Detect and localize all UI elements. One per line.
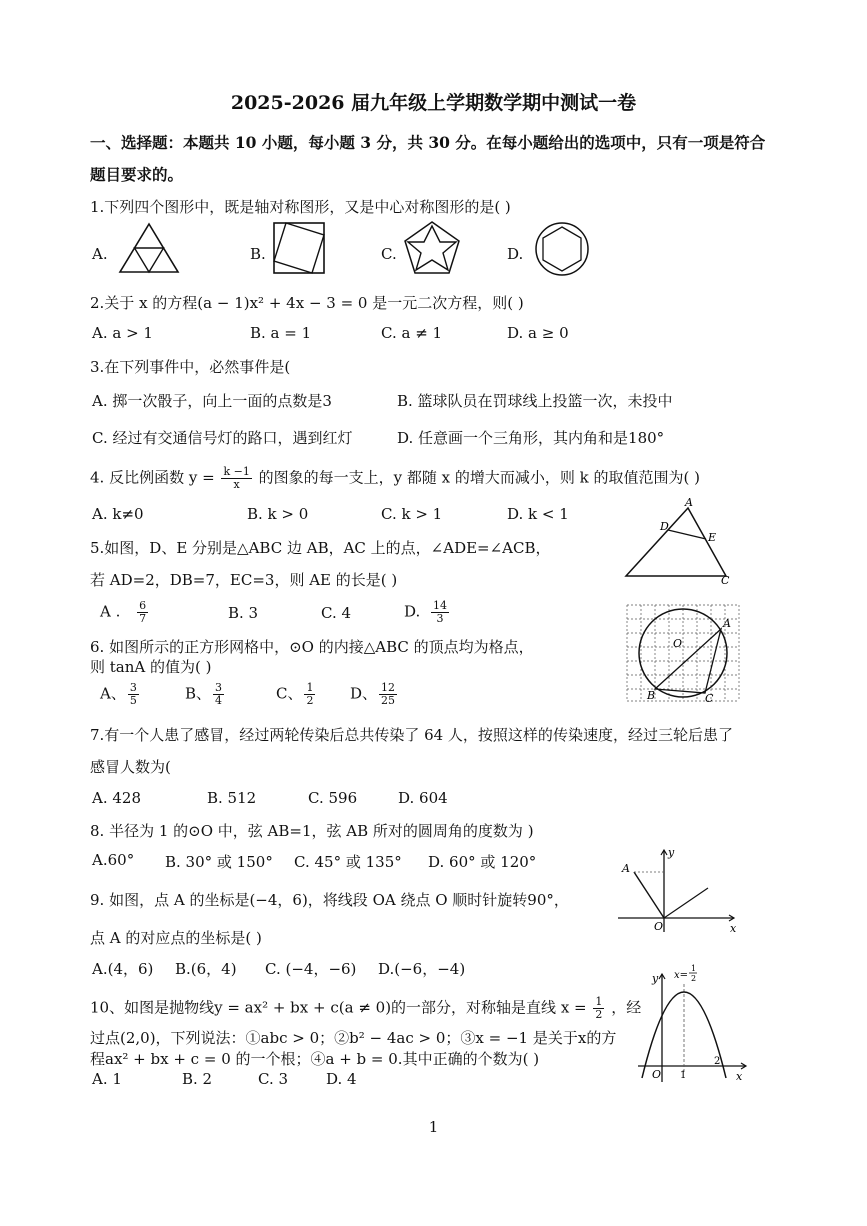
q6-label-a: A: [723, 617, 731, 630]
q1-option-a-label: A.: [92, 245, 108, 263]
q6-option-c-denominator: 2: [306, 694, 314, 707]
q5-option-d-denominator: 3: [436, 612, 444, 625]
question-1-stem: 1.下列四个图形中，既是轴对称图形，又是中心对称图形的是( ): [90, 198, 511, 216]
q5-option-a-numerator: 6: [139, 599, 147, 612]
q8-option-d: D. 60° 或 120°: [428, 853, 537, 871]
q5-label-e: E: [708, 531, 717, 544]
question-4-stem: [90, 466, 700, 491]
q10-label-y: y: [652, 972, 659, 985]
q8-option-a: A.60°: [92, 851, 135, 869]
q7-option-c: C. 596: [308, 789, 358, 807]
q5-label-a: A: [685, 496, 693, 509]
page-number: 1: [428, 1118, 439, 1136]
q5-option-a-label: A .: [100, 602, 121, 621]
q3-option-b: B. 篮球队员在罚球线上投篮一次，未投中: [397, 392, 673, 410]
q6-option-c-label: C、: [276, 684, 303, 703]
q5-option-a: [100, 600, 150, 625]
q5-triangle-figure: [622, 496, 732, 587]
q6-label-c: C: [705, 692, 714, 705]
q4-option-a: A. k≠0: [92, 505, 144, 523]
q9-option-a: A.(4，6): [92, 960, 154, 978]
q8-option-c: C. 45° 或 135°: [294, 853, 402, 871]
q5-option-c: C. 4: [321, 604, 352, 622]
q5-option-a-denominator: 7: [139, 612, 147, 625]
q6-option-a-numerator: 3: [129, 681, 137, 694]
q6-option-d-label: D、: [350, 684, 378, 703]
q1-figure-d-circle-hexagon: [533, 220, 591, 278]
question-3-stem: 3.在下列事件中，必然事件是(: [90, 358, 291, 376]
question-6-line2: 则 tanA 的值为( ): [90, 658, 212, 676]
q1-figure-b-square: [270, 220, 330, 276]
question-10-line2: 过点(2,0)，下列说法：①abc > 0；②b² − 4ac > 0；③x = −1 是关于x的方: [90, 1029, 617, 1047]
q1-option-c-label: C.: [381, 245, 397, 263]
q4-stem-end: 的图象的每一支上，y 都随 x 的增大而减小，则 k 的取值范围为( ): [258, 468, 700, 487]
q1-figure-c-pentagon-star: [402, 220, 462, 276]
q5-label-c: C: [721, 574, 730, 587]
q9-option-c: C. (−4，−6): [265, 960, 357, 978]
q5-option-a-fraction: [137, 600, 148, 625]
q10-label-o: O: [652, 1068, 662, 1081]
q10-option-d: D. 4: [326, 1070, 357, 1088]
q10-axis-fraction: [593, 996, 604, 1021]
question-8-stem: 8. 半径为 1 的⊙O 中，弦 AB=1，弦 AB 所对的圆周角的度数为 ): [90, 822, 534, 840]
q10-axis-denominator: 2: [595, 1008, 603, 1021]
q10-label-axis-n: 1: [691, 964, 697, 973]
q6-option-d-fraction: [379, 682, 397, 707]
question-10-line3: 程ax² + bx + c = 0 的一个根；④a + b = 0.其中正确的个数为( ): [90, 1050, 540, 1068]
q9-label-y: y: [668, 846, 675, 859]
q10-label-x: x: [736, 1070, 743, 1083]
q6-option-a: [100, 682, 141, 707]
q3-option-d: D. 任意画一个三角形，其内角和是180°: [397, 429, 665, 447]
q10-parabola-figure: [634, 962, 752, 1088]
q6-option-a-denominator: 5: [129, 694, 137, 707]
q8-option-b: B. 30° 或 150°: [165, 853, 273, 871]
q6-label-b: B: [647, 689, 656, 702]
q9-option-b: B.(6，4): [175, 960, 237, 978]
q5-option-d-fraction: [431, 600, 449, 625]
q4-stem-start: 4. 反比例函数 y =: [90, 468, 215, 487]
q6-option-d-numerator: 12: [381, 681, 396, 694]
q10-axis-numerator: 1: [595, 995, 603, 1008]
q3-option-a: A. 掷一次骰子，向上一面的点数是3: [92, 392, 332, 410]
q6-option-b: [185, 682, 226, 707]
q5-option-d-label: D.: [404, 602, 421, 621]
question-7-line2: 感冒人数为(: [90, 758, 171, 776]
question-2-stem: 2.关于 x 的方程(a − 1)x² + 4x − 3 = 0 是一元二次方程，则( ): [90, 294, 524, 312]
q4-option-d: D. k < 1: [507, 505, 569, 523]
q10-line1-text: 10、如图是抛物线y = ax² + bx + c(a ≠ 0)的一部分，对称轴是直线 x =: [90, 998, 587, 1017]
q10-label-axis-d: 2: [691, 974, 697, 983]
q6-option-c: [276, 682, 317, 707]
question-9-line2: 点 A 的对应点的坐标是( ): [90, 929, 262, 947]
q4-option-b: B. k > 0: [247, 505, 309, 523]
q9-option-d: D.(−6，−4): [378, 960, 466, 978]
q9-label-x: x: [730, 922, 737, 935]
q7-option-b: B. 512: [207, 789, 257, 807]
q6-grid-circle-figure: [625, 603, 741, 703]
question-6-line1: 6. 如图所示的正方形网格中，⊙O 的内接△ABC 的顶点均为格点，: [90, 638, 534, 656]
q10-option-a: A. 1: [92, 1070, 122, 1088]
section-heading-line1: 一、选择题：本题共 10 小题，每小题 3 分，共 30 分。在每小题给出的选项中，只有一项是符合: [90, 133, 766, 152]
q1-option-d-label: D.: [507, 245, 524, 263]
q7-option-d: D. 604: [398, 789, 448, 807]
q6-option-c-fraction: [304, 682, 315, 707]
q6-label-o: O: [673, 637, 683, 650]
q4-fraction-numerator: k −1: [223, 465, 250, 478]
question-5-line2: 若 AD=2，DB=7，EC=3，则 AE 的长是( ): [90, 571, 398, 589]
question-9-line1: 9. 如图，点 A 的坐标是(−4，6)，将线段 OA 绕点 O 顺时针旋转90°，: [90, 891, 569, 909]
q4-option-c: C. k > 1: [381, 505, 443, 523]
question-5-line1: 5.如图，D、E 分别是△ABC 边 AB，AC 上的点，∠ADE=∠ACB，: [90, 539, 551, 557]
q10-line1-end: ，经: [611, 998, 642, 1017]
q6-option-b-label: B、: [185, 684, 212, 703]
q6-option-c-numerator: 1: [306, 681, 314, 694]
q6-option-d-denominator: 25: [381, 694, 396, 707]
q3-option-c: C. 经过有交通信号灯的路口，遇到红灯: [92, 429, 353, 447]
q6-option-a-fraction: [128, 682, 139, 707]
q10-option-b: B. 2: [182, 1070, 213, 1088]
question-7-line1: 7.有一个人患了感冒，经过两轮传染后总共传染了 64 人，按照这样的传染速度，经过三轮后患了: [90, 726, 733, 744]
question-10-line1: [90, 996, 641, 1021]
q5-label-d: D: [660, 520, 669, 533]
q6-option-b-numerator: 3: [215, 681, 223, 694]
q2-option-b: B. a = 1: [250, 324, 312, 342]
q4-fraction-denominator: x: [233, 478, 240, 491]
q7-option-a: A. 428: [92, 789, 141, 807]
q10-label-one: 1: [680, 1070, 687, 1081]
q1-figure-a-triangle: [118, 222, 180, 274]
q10-label-axis-eq: x=: [674, 970, 689, 981]
q5-option-d-numerator: 14: [433, 599, 448, 612]
q5-option-b: B. 3: [228, 604, 259, 622]
q6-option-b-fraction: [213, 682, 224, 707]
q6-option-b-denominator: 4: [215, 694, 223, 707]
section-heading-line2: 题目要求的。: [90, 165, 184, 184]
q6-option-d: [350, 682, 399, 707]
q10-option-c: C. 3: [258, 1070, 289, 1088]
page-title: 2025-2026 届九年级上学期数学期中测试一卷: [230, 92, 637, 114]
q10-label-two: 2: [714, 1056, 721, 1067]
q4-fraction: [221, 466, 251, 491]
q2-option-c: C. a ≠ 1: [381, 324, 443, 342]
q2-option-a: A. a > 1: [92, 324, 153, 342]
q9-label-o: O: [654, 920, 664, 933]
q1-option-b-label: B.: [250, 245, 266, 263]
q9-coordinate-figure: [612, 846, 740, 936]
q9-label-a: A: [622, 862, 630, 875]
q2-option-d: D. a ≥ 0: [507, 324, 569, 342]
q5-option-d: [404, 600, 451, 625]
q6-option-a-label: A、: [100, 684, 126, 703]
